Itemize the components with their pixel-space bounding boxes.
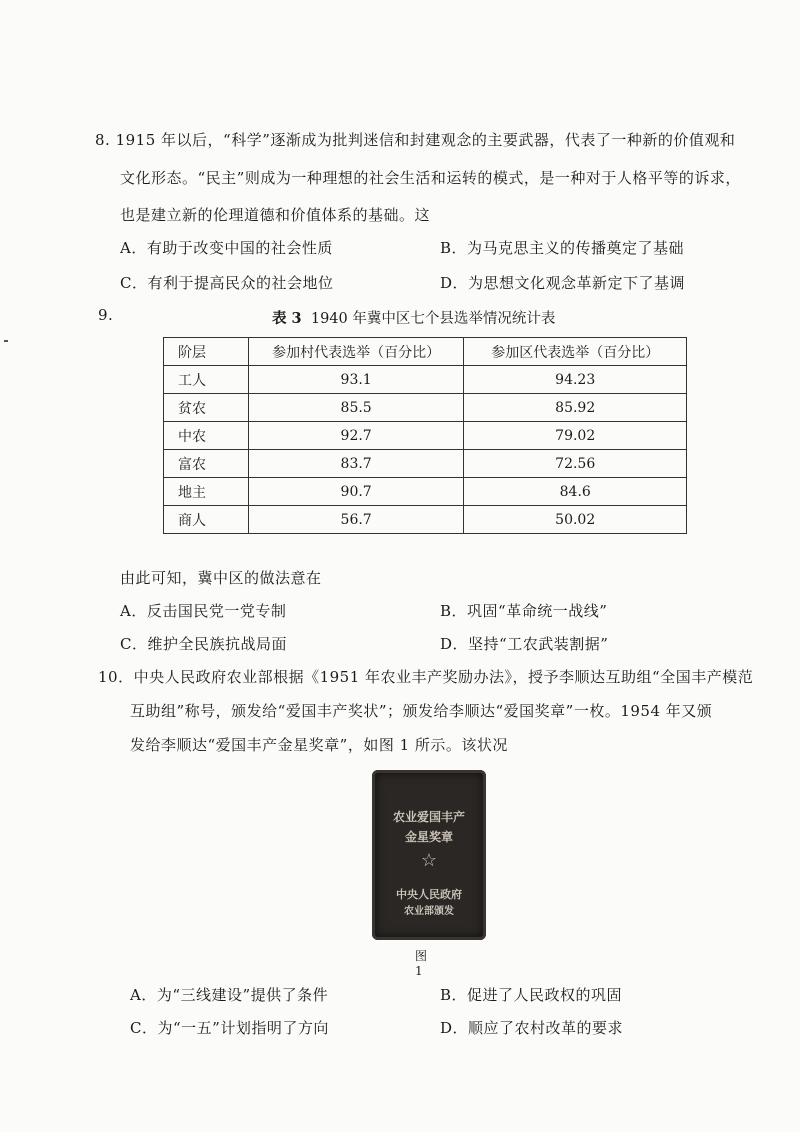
row-village-value: 90.7 bbox=[248, 478, 464, 506]
row-district-value: 50.02 bbox=[464, 506, 687, 534]
table-row bbox=[164, 450, 687, 478]
election-stats-table bbox=[163, 337, 687, 534]
question-9-option-c[interactable]: C．维护全民族抗战局面 bbox=[120, 635, 287, 653]
question-9-option-d[interactable]: D．坚持“工农武装割据” bbox=[440, 635, 609, 653]
question-10-option-d[interactable]: D．顺应了农村改革的要求 bbox=[440, 1019, 624, 1037]
question-9-number: 9. bbox=[98, 306, 114, 324]
header-village: 参加村代表选举（百分比） bbox=[248, 338, 464, 366]
question-10-option-a[interactable]: A．为“三线建设”提供了条件 bbox=[130, 986, 329, 1004]
photo-text-line-4: 农业部颁发 bbox=[404, 906, 454, 917]
table-header-row bbox=[164, 338, 687, 366]
scan-mark bbox=[4, 340, 8, 342]
question-10-line-1: 10．中央人民政府农业部根据《1951 年农业丰产奖励办法》，授予李顺达互助组“全国丰产模范 bbox=[98, 668, 754, 686]
question-8-option-b[interactable]: B．为马克思主义的传播奠定了基础 bbox=[440, 239, 685, 257]
row-village-value: 92.7 bbox=[248, 422, 464, 450]
medal-certificate-photo bbox=[372, 770, 486, 940]
question-8-line-2: 文化形态。“民主”则成为一种理想的社会生活和运转的模式，是一种对于人格平等的诉求， bbox=[120, 169, 741, 187]
table-row bbox=[164, 478, 687, 506]
question-10-option-c[interactable]: C．为“一五”计划指明了方向 bbox=[130, 1019, 329, 1037]
question-10-line-3: 发给李顺达“爱国丰产金星奖章”，如图 1 所示。该状况 bbox=[130, 736, 508, 754]
photo-text-line-3: 中央人民政府 bbox=[396, 888, 462, 901]
table-caption bbox=[272, 307, 555, 328]
table-row bbox=[164, 506, 687, 534]
row-class: 地主 bbox=[164, 478, 249, 506]
row-village-value: 56.7 bbox=[248, 506, 464, 534]
table-title: 1940 年冀中区七个县选举情况统计表 bbox=[310, 311, 556, 327]
table-row bbox=[164, 422, 687, 450]
row-district-value: 85.92 bbox=[464, 394, 687, 422]
question-9-option-a[interactable]: A．反击国民党一党专制 bbox=[120, 602, 287, 620]
header-class: 阶层 bbox=[164, 338, 249, 366]
row-class: 贫农 bbox=[164, 394, 249, 422]
table-row bbox=[164, 394, 687, 422]
question-10-line-2: 互助组”称号，颁发给“爱国丰产奖状”；颁发给李顺达“爱国奖章”一枚。1954 年又颁 bbox=[130, 702, 713, 720]
star-icon: ☆ bbox=[420, 850, 438, 871]
question-8-option-d[interactable]: D．为思想文化观念革新定下了基调 bbox=[440, 274, 686, 292]
question-9-option-b[interactable]: B．巩固“革命统一战线” bbox=[440, 602, 608, 620]
photo-text-line-1: 农业爱国丰产 bbox=[392, 810, 465, 824]
question-8-option-a[interactable]: A．有助于改变中国的社会性质 bbox=[120, 239, 333, 257]
row-class: 工人 bbox=[164, 366, 249, 394]
photo-text-line-2: 金星奖章 bbox=[404, 830, 453, 844]
row-district-value: 84.6 bbox=[464, 478, 687, 506]
row-village-value: 83.7 bbox=[248, 450, 464, 478]
question-10-option-b[interactable]: B．促进了人民政权的巩固 bbox=[440, 986, 623, 1004]
row-village-value: 85.5 bbox=[248, 394, 464, 422]
row-class: 中农 bbox=[164, 422, 249, 450]
question-8-line-1: 8. 1915 年以后，“科学”逐渐成为批判迷信和封建观念的主要武器，代表了一种新的价值观和 bbox=[95, 131, 736, 149]
header-district: 参加区代表选举（百分比） bbox=[464, 338, 687, 366]
row-district-value: 72.56 bbox=[464, 450, 687, 478]
row-district-value: 94.23 bbox=[464, 366, 687, 394]
row-class: 富农 bbox=[164, 450, 249, 478]
table-label: 表 3 bbox=[272, 310, 302, 327]
row-village-value: 93.1 bbox=[248, 366, 464, 394]
figure-caption: 图 1 bbox=[415, 949, 428, 978]
question-8-line-3: 也是建立新的伦理道德和价值体系的基础。这 bbox=[120, 206, 431, 224]
question-8-option-c[interactable]: C．有利于提高民众的社会地位 bbox=[120, 274, 334, 292]
table-row bbox=[164, 366, 687, 394]
row-class: 商人 bbox=[164, 506, 249, 534]
row-district-value: 79.02 bbox=[464, 422, 687, 450]
question-9-stem: 由此可知，冀中区的做法意在 bbox=[120, 569, 322, 587]
